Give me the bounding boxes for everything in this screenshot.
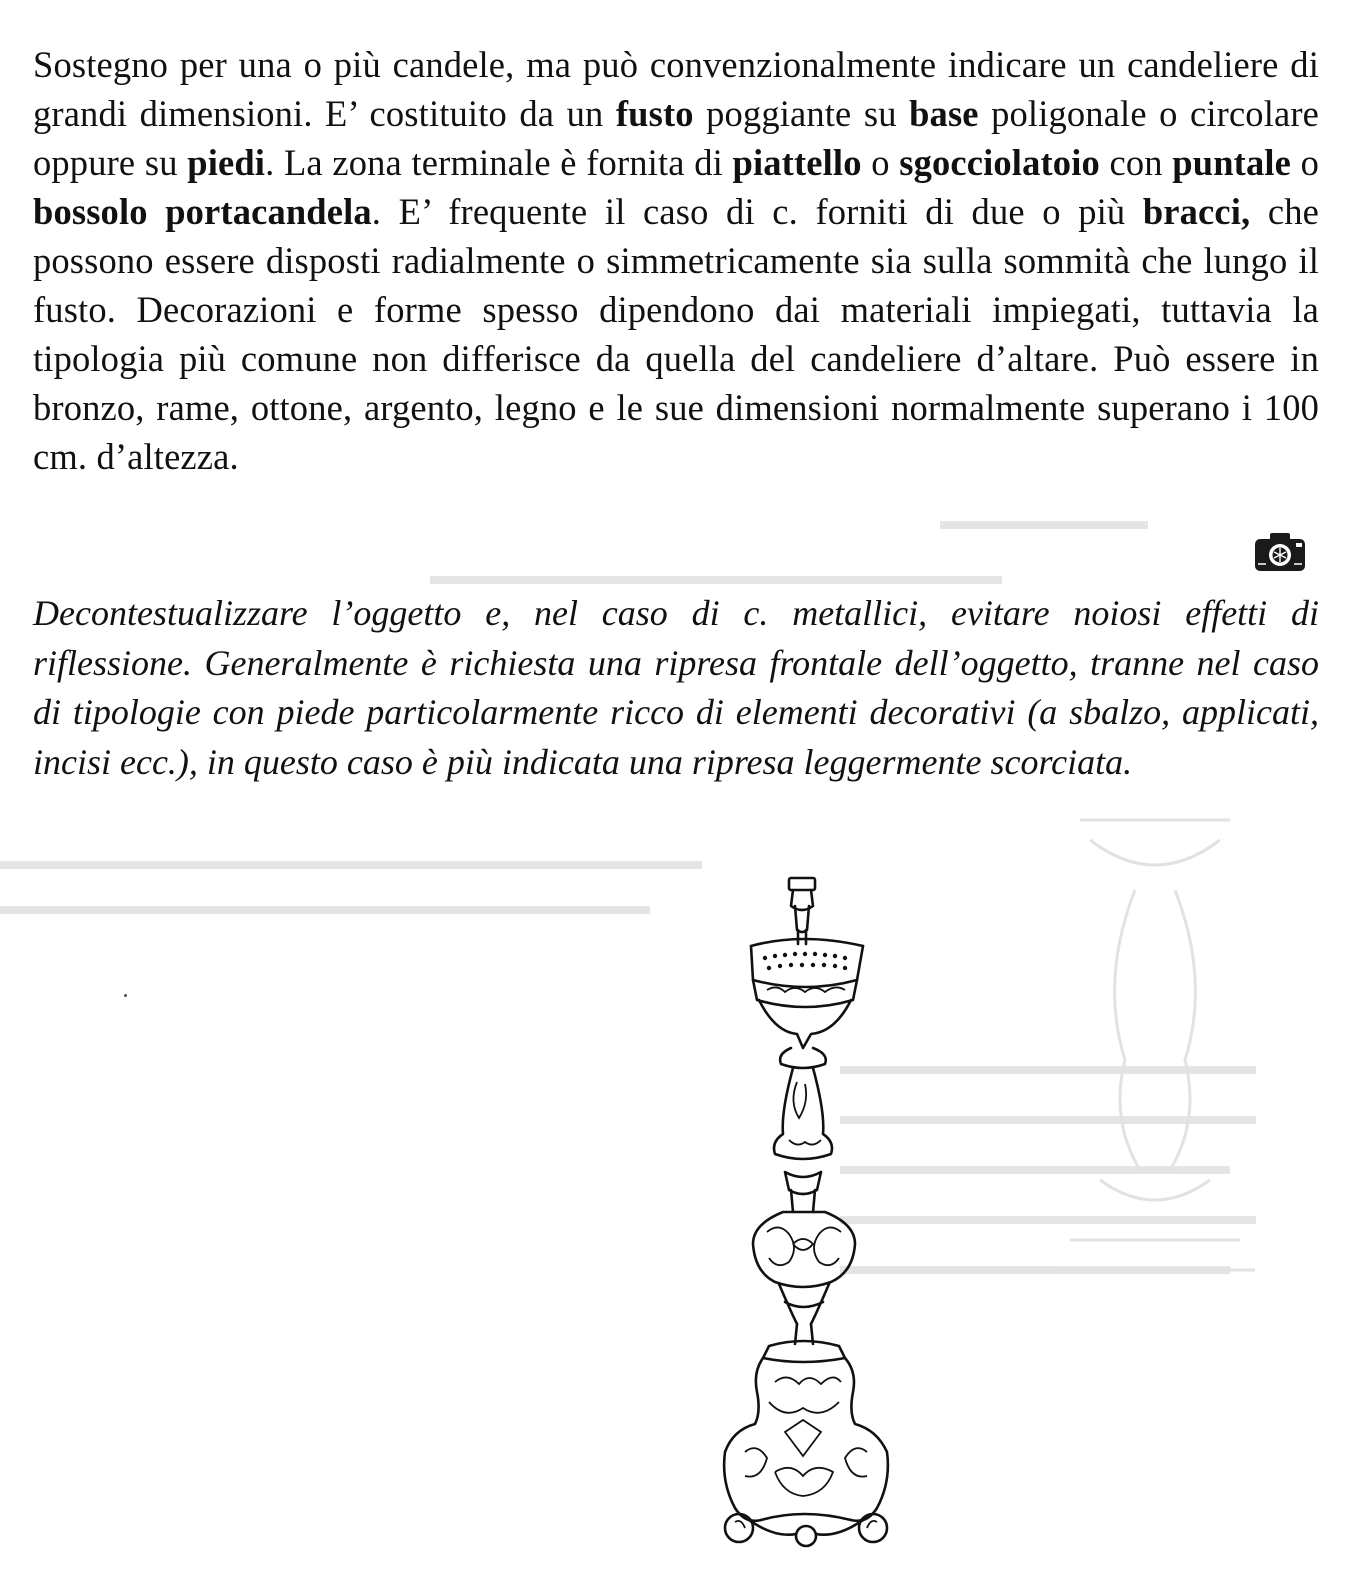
term-puntale: puntale <box>1172 142 1291 183</box>
show-through-bleed: ▬▬▬▬▬▬▬▬▬▬▬▬▬▬▬▬ <box>840 1050 1256 1080</box>
show-through-bleed: ▬▬▬▬▬▬▬▬▬▬▬▬▬▬▬▬▬▬▬▬▬▬ <box>430 560 1002 590</box>
photo-note-paragraph: Decontestualizzare l’oggetto e, nel caso di c. metallici, evitare noiosi effetti di riflessione. Generalmente è richiesta una ripresa frontale dell’oggetto, tranne nel caso di tipologie con piede particolarmente ricco di elementi decorativi (a sbalzo, applicati, incisi ecc.), in questo caso è più indicata una ripresa leggermente scorciata. <box>33 593 1319 782</box>
definition-text: poggiante su <box>693 93 910 134</box>
definition-text: con <box>1099 142 1173 183</box>
definition-text: . La zona terminale è fornita di <box>265 142 733 183</box>
show-through-bleed: ▬▬▬▬▬▬▬▬▬▬▬▬▬▬▬ <box>840 1150 1230 1180</box>
definition-text: o <box>861 142 900 183</box>
show-through-bleed: ▬▬▬▬▬▬▬▬ <box>940 505 1148 535</box>
show-through-bleed: ▬▬▬▬▬▬▬▬▬▬▬▬▬▬▬▬ <box>840 1100 1256 1130</box>
camera-icon <box>1252 530 1308 574</box>
scan-speck <box>124 994 127 997</box>
term-base: base <box>909 93 979 134</box>
term-piedi: piedi <box>187 142 266 183</box>
term-piattello: piattello <box>732 142 862 183</box>
definition-paragraph <box>33 40 1319 481</box>
show-through-bleed: ▬▬▬▬▬▬▬▬▬▬▬▬▬▬▬▬ <box>840 1200 1256 1230</box>
term-bracci: bracci, <box>1142 191 1251 232</box>
definition-text: o <box>1291 142 1320 183</box>
definition-text: poligonale o circolare oppure su <box>33 93 1319 183</box>
candlestick-illustration <box>705 872 915 1552</box>
term-fusto: fusto <box>615 93 694 134</box>
show-through-bleed: ▬▬▬▬▬▬▬▬▬▬▬▬▬▬▬ <box>840 1250 1230 1280</box>
show-through-bleed: ▬▬▬▬▬▬▬▬▬▬▬▬▬▬▬▬▬▬▬▬▬▬▬▬▬ <box>0 890 650 920</box>
definition-text: Sostegno per una o più candele, ma può convenzionalmente indicare un candeliere di grandi dimensioni. E’ costituito da un <box>33 44 1319 134</box>
definition-text: . E’ frequente il caso di c. forniti di due o più <box>371 191 1143 232</box>
term-bossolo-portacandela: bossolo portacandela <box>33 191 372 232</box>
show-through-vase-outline <box>1040 800 1270 1300</box>
term-sgocciolatoio: sgocciolatoio <box>899 142 1100 183</box>
definition-text: che possono essere disposti radialmente o simmetricamente sia sulla sommità che lungo il fusto. Decorazioni e forme spesso dipendono dai materiali impiegati, tuttavia la tipologia più comune non differisce da quella del candeliere d’altare. Può essere in bronzo, rame, ottone, argento, legno e le sue dimensioni normalmente superano i 100 cm. d’altezza. <box>33 191 1319 477</box>
show-through-bleed: ▬▬▬▬▬▬▬▬▬▬▬▬▬▬▬▬▬▬▬▬▬▬▬▬▬▬▬ <box>0 845 702 875</box>
